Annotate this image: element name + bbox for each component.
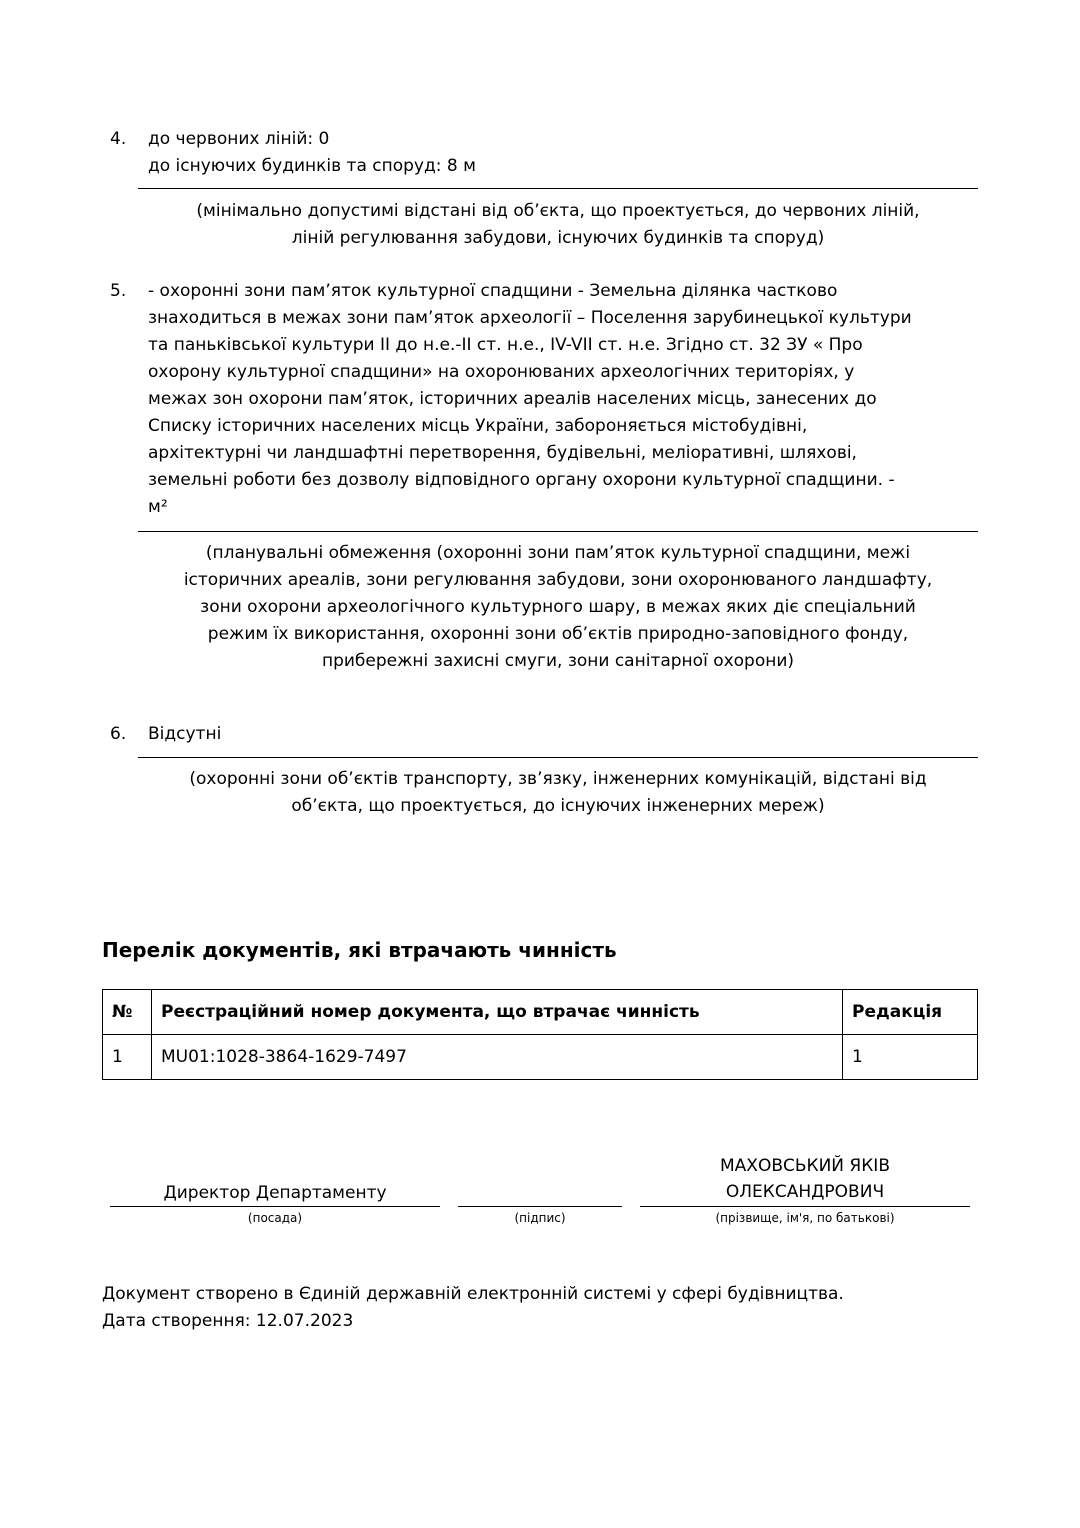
column-header-revision: Редакція xyxy=(843,990,978,1035)
divider xyxy=(138,188,978,189)
table-header-row xyxy=(103,990,978,1035)
caption-line: (охоронні зони об’єктів транспорту, зв’язку, інженерних комунікацій, відстані від xyxy=(189,769,927,789)
name-line xyxy=(640,1206,970,1207)
item-line: Списку історичних населених місць України, забороняється містобудівні, xyxy=(148,416,808,436)
name-hint: (прізвище, ім'я, по батькові) xyxy=(715,1211,895,1225)
item-value xyxy=(148,126,978,180)
item-line: - охоронні зони пам’яток культурної спадщини - Земельна ділянка частково xyxy=(148,281,838,301)
item-number: 4. xyxy=(110,129,127,149)
item-line: до існуючих будинків та споруд: 8 м xyxy=(148,156,476,176)
item-line: межах зон охорони пам’яток, історичних ареалів населених місць, занесених до xyxy=(148,389,877,409)
caption-line: ліній регулювання забудови, існуючих будинків та споруд) xyxy=(291,228,825,248)
item-line: м² xyxy=(148,497,168,517)
item-line: Відсутні xyxy=(148,724,222,744)
item-value xyxy=(148,278,978,521)
caption-line: історичних ареалів, зони регулювання забудови, зони охоронюваного ландшафту, xyxy=(183,570,933,590)
document-footer xyxy=(102,1281,844,1335)
position-hint: (посада) xyxy=(247,1211,303,1225)
item-line: до червоних ліній: 0 xyxy=(148,129,330,149)
item-5 xyxy=(110,278,978,521)
item-caption xyxy=(138,766,978,820)
item-6 xyxy=(110,721,978,748)
item-value xyxy=(148,721,978,748)
signature-hint: (підпис) xyxy=(514,1211,566,1225)
cell-revision: 1 xyxy=(843,1035,978,1080)
item-line: охорону культурної спадщини» на охоронюваних археологічних територіях, у xyxy=(148,362,855,382)
item-number: 5. xyxy=(110,281,127,301)
item-line: земельні роботи без дозволу відповідного органу охорони культурної спадщини. - xyxy=(148,470,895,490)
column-header-registration-number: Реєстраційний номер документа, що втрачає чинність xyxy=(152,990,843,1035)
position-line xyxy=(110,1206,440,1207)
item-number: 6. xyxy=(110,724,127,744)
cell-number: 1 xyxy=(103,1035,152,1080)
signature-line xyxy=(458,1206,622,1207)
signer-name-line: ОЛЕКСАНДРОВИЧ xyxy=(725,1182,885,1202)
revoked-documents-table xyxy=(102,989,978,1080)
item-line: та паньківської культури II до н.е.-II ст. н.е., IV-VII ст. н.е. Згідно ст. 32 ЗУ « Про xyxy=(148,335,863,355)
cell-registration-number: MU01:1028-3864-1629-7497 xyxy=(152,1035,843,1080)
footer-creation-date: Дата створення: 12.07.2023 xyxy=(102,1311,354,1331)
caption-line: режим їх використання, охоронні зони об’єктів природно-заповідного фонду, xyxy=(207,624,909,644)
item-caption xyxy=(138,540,978,675)
caption-line: (планувальні обмеження (охоронні зони пам’яток культурної спадщини, межі xyxy=(205,543,911,563)
divider xyxy=(138,757,978,758)
item-line: знаходиться в межах зони пам’яток археології – Поселення зарубинецької культури xyxy=(148,308,912,328)
divider xyxy=(138,531,978,532)
caption-line: зони охорони археологічного культурного шару, в межах яких діє спеціальний xyxy=(200,597,916,617)
item-4 xyxy=(110,126,978,180)
signer-name-line: МАХОВСЬКИЙ ЯКІВ xyxy=(720,1156,890,1176)
column-header-number: № xyxy=(103,990,152,1035)
table-row xyxy=(103,1035,978,1080)
item-caption xyxy=(138,198,978,252)
signer-position: Директор Департаменту xyxy=(163,1183,387,1203)
footer-system-note: Документ створено в Єдиній державній електронній системі у сфері будівництва. xyxy=(102,1284,844,1304)
section-title: Перелік документів, які втрачають чинність xyxy=(102,938,617,962)
caption-line: (мінімально допустимі відстані від об’єкта, що проектується, до червоних ліній, xyxy=(196,201,920,221)
signer-name xyxy=(640,1153,970,1205)
caption-line: об’єкта, що проектується, до існуючих інженерних мереж) xyxy=(291,796,825,816)
caption-line: прибережні захисні смуги, зони санітарної охорони) xyxy=(321,651,795,671)
item-line: архітектурні чи ландшафтні перетворення, будівельні, меліоративні, шляхові, xyxy=(148,443,857,463)
